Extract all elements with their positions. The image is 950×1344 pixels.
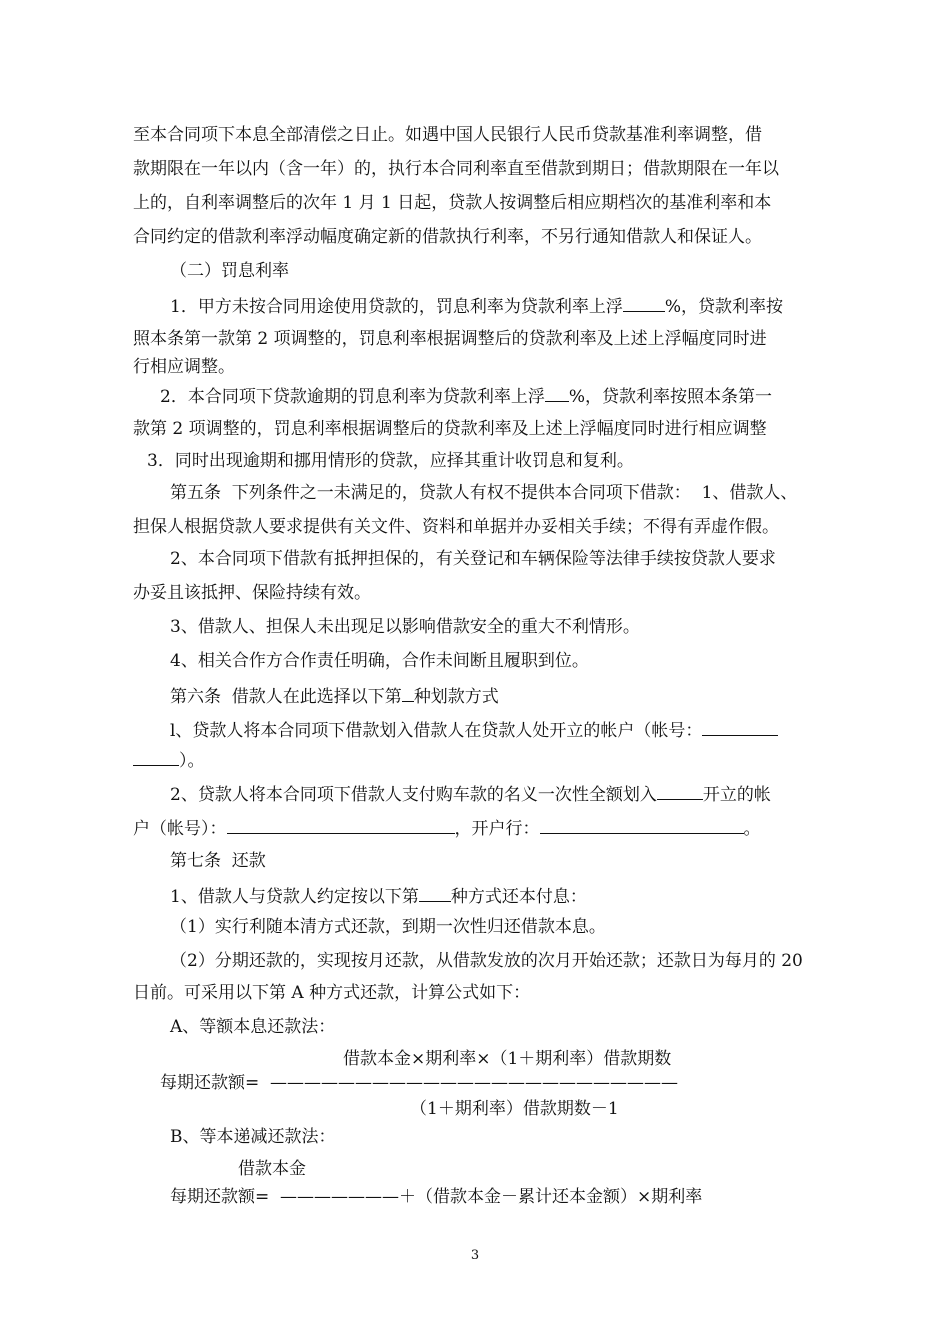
text-line: 4、相关合作方合作责任明确，合作未间断且履职到位。 (170, 651, 589, 671)
blank-underline (227, 815, 455, 834)
text-line: 办妥且该抵押、保险持续有效。 (133, 583, 371, 603)
text-line: 日前。可采用以下第 A 种方式还款，计算公式如下： (133, 983, 531, 1003)
section-heading: （二）罚息利率 (170, 261, 289, 281)
text-line: 3．同时出现逾期和挪用情形的贷款，应择其重计收罚息和复利。 (147, 451, 634, 471)
text-line: 2．本合同项下贷款逾期的罚息利率为贷款利率上浮 %，贷款利率按照本条第一 (160, 383, 772, 409)
text-line: A、等额本息还款法： (170, 1017, 336, 1037)
blank-underline (540, 815, 744, 834)
text-line: 2、本合同项下借款有抵押担保的，有关登记和车辆保险等法律手续按贷款人要求 (170, 549, 776, 569)
blank-underline (419, 883, 451, 902)
blank-underline (545, 383, 569, 402)
text-line: ）。 (133, 747, 205, 773)
text-line: 1、借款人与贷款人约定按以下第 种方式还本付息： (170, 883, 587, 909)
text-line: l、贷款人将本合同项下借款划入借款人在贷款人处开立的帐户（帐号： (170, 717, 778, 743)
formula-numerator: 借款本金 (238, 1159, 306, 1179)
blank-underline (702, 717, 778, 736)
text-line: B、等本递减还款法： (170, 1127, 336, 1147)
text-line: 3、借款人、担保人未出现足以影响借款安全的重大不利情形。 (170, 617, 640, 637)
text-line: 户（帐号）： ，开户行： 。 (133, 815, 761, 841)
page-number: 3 (470, 1248, 480, 1263)
text-line: （1）实行利随本清方式还款，到期一次性归还借款本息。 (170, 917, 606, 937)
formula-line: 每期还款额= ———————————————————————— (160, 1073, 679, 1093)
text-line: 第六条 借款人在此选择以下第 种划款方式 (170, 683, 499, 709)
blank-underline (623, 293, 665, 312)
text-line: 款第 2 项调整的，罚息利率根据调整后的贷款利率及上述上浮幅度同时进行相应调整 (133, 419, 767, 439)
blank-underline (133, 747, 179, 766)
formula-numerator: 借款本金×期利率×（1＋期利率）借款期数 (343, 1049, 672, 1069)
text-line: 担保人根据贷款人要求提供有关文件、资料和单据并办妥相关手续；不得有弄虚作假。 (133, 517, 779, 537)
text-line: 上的，自利率调整后的次年 1 月 1 日起，贷款人按调整后相应期档次的基准利率和本 (133, 193, 772, 213)
text-line: 合同约定的借款利率浮动幅度确定新的借款执行利率，不另行通知借款人和保证人。 (133, 227, 762, 247)
text-line: 1．甲方未按合同用途使用贷款的，罚息利率为贷款利率上浮 %，贷款利率按 (170, 293, 783, 319)
formula-line: 每期还款额= ———————＋（借款本金－累计还本金额）×期利率 (170, 1187, 703, 1207)
text-line: 款期限在一年以内（含一年）的，执行本合同利率直至借款到期日；借款期限在一年以 (133, 159, 779, 179)
blank-underline (402, 683, 414, 702)
text-line: 行相应调整。 (133, 357, 235, 377)
text-line: 2、贷款人将本合同项下借款人支付购车款的名义一次性全额划入 开立的帐 (170, 781, 771, 807)
text-line: 至本合同项下本息全部清偿之日止。如遇中国人民银行人民币贷款基准利率调整，借 (133, 125, 762, 145)
text-line: 照本条第一款第 2 项调整的，罚息利率根据调整后的贷款利率及上述上浮幅度同时进 (133, 329, 767, 349)
section-heading: 第七条 还款 (170, 851, 266, 871)
blank-underline (657, 781, 703, 800)
formula-denominator: （1＋期利率）借款期数－1 (410, 1099, 619, 1119)
text-line: 第五条 下列条件之一未满足的，贷款人有权不提供本合同项下借款： 1、借款人、 (170, 483, 798, 503)
text-line: （2）分期还款的，实现按月还款，从借款发放的次月开始还款；还款日为每月的 20 (170, 951, 803, 971)
